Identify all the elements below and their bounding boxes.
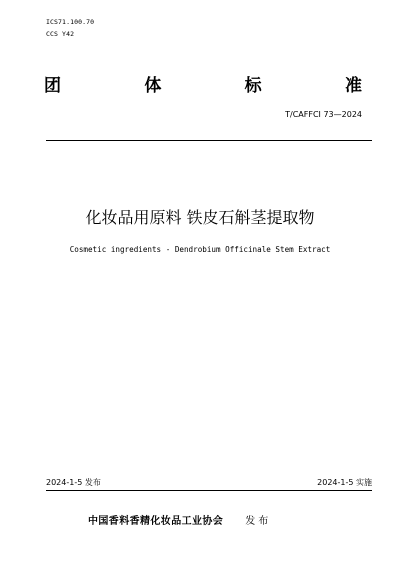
issued-label: 发布 bbox=[245, 516, 272, 527]
standard-number: T/CAFFCI 73—2024 bbox=[285, 110, 362, 119]
english-title: Cosmetic ingredients - Dendrobium Officinale Stem Extract bbox=[69, 245, 331, 254]
standard-type-char: 体 bbox=[144, 76, 162, 96]
publish-date: 2024-1-5 发布 bbox=[46, 478, 101, 487]
ccs-code: CCS Y42 bbox=[46, 30, 75, 38]
standard-type-char: 准 bbox=[344, 76, 362, 96]
standard-type-char: 团 bbox=[44, 76, 61, 96]
bottom-divider bbox=[46, 490, 372, 491]
ics-code: ICS71.100.70 bbox=[46, 18, 95, 26]
standard-type-char: 标 bbox=[244, 76, 262, 96]
issuer-line bbox=[88, 512, 271, 527]
top-divider bbox=[46, 140, 372, 141]
standard-type-heading bbox=[44, 76, 362, 96]
implementation-date: 2024-1-5 实施 bbox=[317, 478, 372, 487]
chinese-title: 化妆品用原料 铁皮石斛茎提取物 bbox=[85, 208, 315, 227]
issuing-organization: 中国香料香精化妆品工业协会 bbox=[88, 516, 224, 527]
